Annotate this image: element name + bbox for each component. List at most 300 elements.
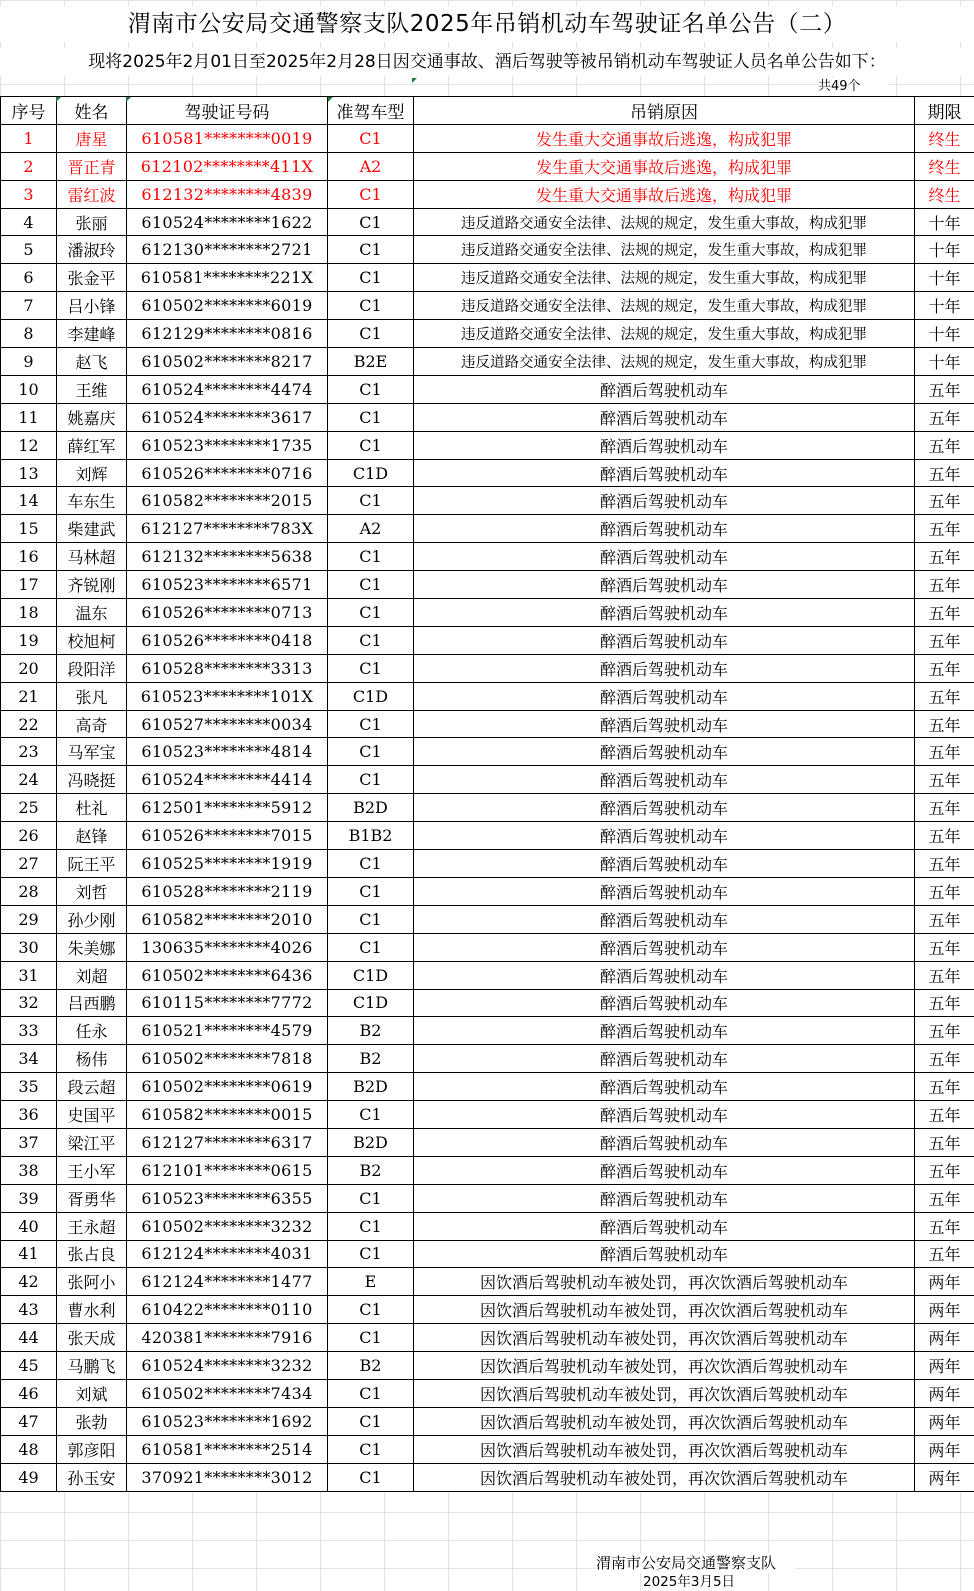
cell-reason[interactable]: 因饮酒后驾驶机动车被处罚，再次饮酒后驾驶机动车	[414, 1435, 915, 1463]
cell-no[interactable]: 18	[1, 599, 57, 627]
cell-vehicle[interactable]: C1	[328, 320, 414, 348]
cell-term[interactable]: 五年	[915, 1101, 974, 1129]
cell-license[interactable]: 610502********3232	[127, 1212, 328, 1240]
cell-vehicle[interactable]: C1D	[328, 989, 414, 1017]
cell-name[interactable]: 马军宝	[57, 738, 127, 766]
cell-vehicle[interactable]: C1	[328, 933, 414, 961]
cell-no[interactable]: 42	[1, 1268, 57, 1296]
cell-name[interactable]: 潘淑玲	[57, 236, 127, 264]
cell-no[interactable]: 3	[1, 180, 57, 208]
cell-vehicle[interactable]: C1	[328, 1212, 414, 1240]
cell-name[interactable]: 刘哲	[57, 877, 127, 905]
cell-license[interactable]: 610502********6436	[127, 961, 328, 989]
cell-name[interactable]: 柴建武	[57, 515, 127, 543]
cell-vehicle[interactable]: B2D	[328, 794, 414, 822]
cell-term[interactable]: 五年	[915, 487, 974, 515]
cell-vehicle[interactable]: C1	[328, 487, 414, 515]
cell-term[interactable]: 五年	[915, 1184, 974, 1212]
cell-license[interactable]: 610526********0418	[127, 626, 328, 654]
cell-name[interactable]: 史国平	[57, 1101, 127, 1129]
cell-no[interactable]: 4	[1, 208, 57, 236]
cell-no[interactable]: 17	[1, 571, 57, 599]
cell-term[interactable]: 五年	[915, 459, 974, 487]
cell-term[interactable]: 十年	[915, 264, 974, 292]
cell-no[interactable]: 15	[1, 515, 57, 543]
cell-license[interactable]: 612124********1477	[127, 1268, 328, 1296]
cell-vehicle[interactable]: C1	[328, 1296, 414, 1324]
cell-no[interactable]: 20	[1, 654, 57, 682]
cell-license[interactable]: 610524********3232	[127, 1352, 328, 1380]
cell-no[interactable]: 46	[1, 1379, 57, 1407]
cell-term[interactable]: 五年	[915, 654, 974, 682]
cell-no[interactable]: 35	[1, 1073, 57, 1101]
column-header-reason[interactable]: 吊销原因	[414, 97, 915, 125]
cell-term[interactable]: 两年	[915, 1463, 974, 1491]
cell-license[interactable]: 610526********0716	[127, 459, 328, 487]
cell-name[interactable]: 雷红波	[57, 180, 127, 208]
cell-term[interactable]: 五年	[915, 599, 974, 627]
cell-license[interactable]: 610524********1622	[127, 208, 328, 236]
cell-vehicle[interactable]: C1	[328, 766, 414, 794]
cell-term[interactable]: 两年	[915, 1379, 974, 1407]
cell-reason[interactable]: 醉酒后驾驶机动车	[414, 599, 915, 627]
cell-term[interactable]: 终生	[915, 180, 974, 208]
cell-term[interactable]: 五年	[915, 1073, 974, 1101]
cell-vehicle[interactable]: C1	[328, 626, 414, 654]
cell-license[interactable]: 610581********0019	[127, 124, 328, 152]
cell-no[interactable]: 29	[1, 905, 57, 933]
cell-no[interactable]: 27	[1, 850, 57, 878]
cell-name[interactable]: 王小军	[57, 1156, 127, 1184]
cell-license[interactable]: 610581********221X	[127, 264, 328, 292]
cell-vehicle[interactable]: C1	[328, 599, 414, 627]
cell-no[interactable]: 32	[1, 989, 57, 1017]
cell-license[interactable]: 610524********4474	[127, 375, 328, 403]
cell-reason[interactable]: 醉酒后驾驶机动车	[414, 543, 915, 571]
cell-reason[interactable]: 醉酒后驾驶机动车	[414, 794, 915, 822]
cell-reason[interactable]: 醉酒后驾驶机动车	[414, 1101, 915, 1129]
cell-vehicle[interactable]: A2	[328, 152, 414, 180]
cell-reason[interactable]: 醉酒后驾驶机动车	[414, 1017, 915, 1045]
cell-no[interactable]: 45	[1, 1352, 57, 1380]
cell-name[interactable]: 晋正青	[57, 152, 127, 180]
cell-reason[interactable]: 因饮酒后驾驶机动车被处罚，再次饮酒后驾驶机动车	[414, 1407, 915, 1435]
cell-license[interactable]: 612127********783X	[127, 515, 328, 543]
cell-no[interactable]: 37	[1, 1128, 57, 1156]
cell-reason[interactable]: 醉酒后驾驶机动车	[414, 822, 915, 850]
column-header-license[interactable]: 驾驶证号码	[127, 97, 328, 125]
cell-term[interactable]: 十年	[915, 292, 974, 320]
cell-name[interactable]: 孙玉安	[57, 1463, 127, 1491]
cell-license[interactable]: 610523********6355	[127, 1184, 328, 1212]
cell-term[interactable]: 五年	[915, 1128, 974, 1156]
cell-name[interactable]: 王维	[57, 375, 127, 403]
cell-name[interactable]: 胥勇华	[57, 1184, 127, 1212]
cell-term[interactable]: 五年	[915, 933, 974, 961]
cell-name[interactable]: 杜礼	[57, 794, 127, 822]
cell-license[interactable]: 610526********7015	[127, 822, 328, 850]
cell-no[interactable]: 16	[1, 543, 57, 571]
cell-name[interactable]: 任永	[57, 1017, 127, 1045]
cell-term[interactable]: 终生	[915, 152, 974, 180]
cell-license[interactable]: 610523********6571	[127, 571, 328, 599]
cell-license[interactable]: 610502********7818	[127, 1045, 328, 1073]
cell-reason[interactable]: 违反道路交通安全法律、法规的规定，发生重大事故，构成犯罪	[414, 320, 915, 348]
cell-name[interactable]: 马鹏飞	[57, 1352, 127, 1380]
cell-term[interactable]: 两年	[915, 1435, 974, 1463]
cell-license[interactable]: 610502********7434	[127, 1379, 328, 1407]
cell-name[interactable]: 温东	[57, 599, 127, 627]
cell-vehicle[interactable]: C1D	[328, 682, 414, 710]
cell-vehicle[interactable]: B2D	[328, 1128, 414, 1156]
cell-reason[interactable]: 醉酒后驾驶机动车	[414, 626, 915, 654]
cell-reason[interactable]: 醉酒后驾驶机动车	[414, 738, 915, 766]
cell-license[interactable]: 610528********3313	[127, 654, 328, 682]
cell-license[interactable]: 610523********4814	[127, 738, 328, 766]
cell-no[interactable]: 9	[1, 348, 57, 376]
cell-license[interactable]: 612124********4031	[127, 1240, 328, 1268]
cell-term[interactable]: 五年	[915, 403, 974, 431]
cell-license[interactable]: 610523********101X	[127, 682, 328, 710]
cell-license[interactable]: 612102********411X	[127, 152, 328, 180]
cell-vehicle[interactable]: C1	[328, 1240, 414, 1268]
cell-no[interactable]: 39	[1, 1184, 57, 1212]
cell-reason[interactable]: 醉酒后驾驶机动车	[414, 515, 915, 543]
cell-name[interactable]: 赵锋	[57, 822, 127, 850]
cell-no[interactable]: 23	[1, 738, 57, 766]
cell-name[interactable]: 王永超	[57, 1212, 127, 1240]
cell-reason[interactable]: 醉酒后驾驶机动车	[414, 459, 915, 487]
cell-reason[interactable]: 醉酒后驾驶机动车	[414, 571, 915, 599]
cell-license[interactable]: 610115********7772	[127, 989, 328, 1017]
cell-name[interactable]: 张凡	[57, 682, 127, 710]
cell-vehicle[interactable]: C1	[328, 124, 414, 152]
cell-license[interactable]: 612101********0615	[127, 1156, 328, 1184]
cell-reason[interactable]: 违反道路交通安全法律、法规的规定，发生重大事故，构成犯罪	[414, 208, 915, 236]
cell-no[interactable]: 7	[1, 292, 57, 320]
cell-term[interactable]: 五年	[915, 738, 974, 766]
cell-no[interactable]: 10	[1, 375, 57, 403]
cell-name[interactable]: 杨伟	[57, 1045, 127, 1073]
cell-reason[interactable]: 醉酒后驾驶机动车	[414, 905, 915, 933]
column-header-no[interactable]: 序号	[1, 97, 57, 125]
cell-vehicle[interactable]: C1	[328, 403, 414, 431]
cell-vehicle[interactable]: C1	[328, 1379, 414, 1407]
cell-term[interactable]: 两年	[915, 1324, 974, 1352]
cell-reason[interactable]: 因饮酒后驾驶机动车被处罚，再次饮酒后驾驶机动车	[414, 1352, 915, 1380]
cell-vehicle[interactable]: B2E	[328, 348, 414, 376]
cell-no[interactable]: 33	[1, 1017, 57, 1045]
cell-vehicle[interactable]: C1	[328, 571, 414, 599]
cell-vehicle[interactable]: C1	[328, 208, 414, 236]
cell-no[interactable]: 28	[1, 877, 57, 905]
cell-license[interactable]: 370921********3012	[127, 1463, 328, 1491]
cell-no[interactable]: 2	[1, 152, 57, 180]
cell-vehicle[interactable]: E	[328, 1268, 414, 1296]
cell-license[interactable]: 610523********1735	[127, 431, 328, 459]
cell-term[interactable]: 两年	[915, 1407, 974, 1435]
cell-name[interactable]: 张勃	[57, 1407, 127, 1435]
cell-reason[interactable]: 醉酒后驾驶机动车	[414, 1128, 915, 1156]
cell-no[interactable]: 41	[1, 1240, 57, 1268]
cell-license[interactable]: 610525********1919	[127, 850, 328, 878]
cell-license[interactable]: 610524********4414	[127, 766, 328, 794]
cell-license[interactable]: 612132********4839	[127, 180, 328, 208]
cell-name[interactable]: 车东生	[57, 487, 127, 515]
cell-reason[interactable]: 违反道路交通安全法律、法规的规定，发生重大事故，构成犯罪	[414, 236, 915, 264]
cell-vehicle[interactable]: B2D	[328, 1073, 414, 1101]
column-header-vehicle[interactable]: 准驾车型	[328, 97, 414, 125]
cell-term[interactable]: 五年	[915, 1240, 974, 1268]
cell-term[interactable]: 五年	[915, 1017, 974, 1045]
cell-license[interactable]: 610502********8217	[127, 348, 328, 376]
cell-reason[interactable]: 醉酒后驾驶机动车	[414, 1073, 915, 1101]
cell-no[interactable]: 19	[1, 626, 57, 654]
cell-reason[interactable]: 醉酒后驾驶机动车	[414, 431, 915, 459]
cell-license[interactable]: 130635********4026	[127, 933, 328, 961]
cell-term[interactable]: 十年	[915, 208, 974, 236]
cell-vehicle[interactable]: C1D	[328, 459, 414, 487]
cell-reason[interactable]: 醉酒后驾驶机动车	[414, 1045, 915, 1073]
cell-name[interactable]: 孙少刚	[57, 905, 127, 933]
cell-no[interactable]: 8	[1, 320, 57, 348]
cell-term[interactable]: 五年	[915, 877, 974, 905]
cell-license[interactable]: 610526********0713	[127, 599, 328, 627]
cell-vehicle[interactable]: C1	[328, 905, 414, 933]
cell-license[interactable]: 610582********2015	[127, 487, 328, 515]
cell-vehicle[interactable]: C1	[328, 1463, 414, 1491]
cell-no[interactable]: 38	[1, 1156, 57, 1184]
cell-vehicle[interactable]: C1	[328, 431, 414, 459]
cell-reason[interactable]: 醉酒后驾驶机动车	[414, 403, 915, 431]
cell-term[interactable]: 五年	[915, 989, 974, 1017]
cell-reason[interactable]: 醉酒后驾驶机动车	[414, 1156, 915, 1184]
cell-term[interactable]: 五年	[915, 1212, 974, 1240]
cell-name[interactable]: 阮王平	[57, 850, 127, 878]
cell-name[interactable]: 刘辉	[57, 459, 127, 487]
cell-license[interactable]: 610502********6019	[127, 292, 328, 320]
cell-term[interactable]: 五年	[915, 794, 974, 822]
cell-no[interactable]: 1	[1, 124, 57, 152]
cell-license[interactable]: 612127********6317	[127, 1128, 328, 1156]
cell-vehicle[interactable]: C1D	[328, 961, 414, 989]
cell-vehicle[interactable]: C1	[328, 1184, 414, 1212]
cell-reason[interactable]: 醉酒后驾驶机动车	[414, 710, 915, 738]
cell-name[interactable]: 张丽	[57, 208, 127, 236]
cell-reason[interactable]: 发生重大交通事故后逃逸，构成犯罪	[414, 124, 915, 152]
cell-vehicle[interactable]: C1	[328, 1101, 414, 1129]
cell-license[interactable]: 612129********0816	[127, 320, 328, 348]
cell-no[interactable]: 40	[1, 1212, 57, 1240]
cell-term[interactable]: 五年	[915, 375, 974, 403]
cell-license[interactable]: 612132********5638	[127, 543, 328, 571]
cell-no[interactable]: 47	[1, 1407, 57, 1435]
cell-no[interactable]: 34	[1, 1045, 57, 1073]
cell-vehicle[interactable]: C1	[328, 236, 414, 264]
cell-term[interactable]: 五年	[915, 766, 974, 794]
cell-no[interactable]: 6	[1, 264, 57, 292]
cell-reason[interactable]: 醉酒后驾驶机动车	[414, 1212, 915, 1240]
cell-license[interactable]: 610527********0034	[127, 710, 328, 738]
cell-reason[interactable]: 因饮酒后驾驶机动车被处罚，再次饮酒后驾驶机动车	[414, 1324, 915, 1352]
cell-reason[interactable]: 醉酒后驾驶机动车	[414, 1184, 915, 1212]
cell-reason[interactable]: 醉酒后驾驶机动车	[414, 682, 915, 710]
cell-reason[interactable]: 因饮酒后驾驶机动车被处罚，再次饮酒后驾驶机动车	[414, 1296, 915, 1324]
cell-vehicle[interactable]: C1	[328, 1324, 414, 1352]
cell-license[interactable]: 420381********7916	[127, 1324, 328, 1352]
cell-vehicle[interactable]: A2	[328, 515, 414, 543]
cell-name[interactable]: 梁江平	[57, 1128, 127, 1156]
cell-no[interactable]: 24	[1, 766, 57, 794]
cell-name[interactable]: 高奇	[57, 710, 127, 738]
cell-no[interactable]: 12	[1, 431, 57, 459]
cell-name[interactable]: 张阿小	[57, 1268, 127, 1296]
cell-reason[interactable]: 违反道路交通安全法律、法规的规定，发生重大事故，构成犯罪	[414, 348, 915, 376]
cell-reason[interactable]: 醉酒后驾驶机动车	[414, 487, 915, 515]
cell-name[interactable]: 刘超	[57, 961, 127, 989]
cell-no[interactable]: 25	[1, 794, 57, 822]
cell-vehicle[interactable]: C1	[328, 543, 414, 571]
cell-name[interactable]: 唐星	[57, 124, 127, 152]
cell-vehicle[interactable]: B2	[328, 1017, 414, 1045]
cell-license[interactable]: 610524********3617	[127, 403, 328, 431]
cell-vehicle[interactable]: C1	[328, 654, 414, 682]
cell-reason[interactable]: 发生重大交通事故后逃逸，构成犯罪	[414, 152, 915, 180]
cell-vehicle[interactable]: C1	[328, 180, 414, 208]
cell-name[interactable]: 曹水利	[57, 1296, 127, 1324]
cell-name[interactable]: 马林超	[57, 543, 127, 571]
cell-term[interactable]: 两年	[915, 1352, 974, 1380]
cell-no[interactable]: 5	[1, 236, 57, 264]
cell-vehicle[interactable]: C1	[328, 1435, 414, 1463]
cell-term[interactable]: 两年	[915, 1296, 974, 1324]
cell-reason[interactable]: 发生重大交通事故后逃逸，构成犯罪	[414, 180, 915, 208]
cell-name[interactable]: 段云超	[57, 1073, 127, 1101]
cell-term[interactable]: 五年	[915, 571, 974, 599]
cell-vehicle[interactable]: C1	[328, 1407, 414, 1435]
cell-reason[interactable]: 醉酒后驾驶机动车	[414, 850, 915, 878]
cell-name[interactable]: 张天成	[57, 1324, 127, 1352]
cell-name[interactable]: 段阳洋	[57, 654, 127, 682]
cell-no[interactable]: 36	[1, 1101, 57, 1129]
cell-term[interactable]: 十年	[915, 320, 974, 348]
cell-license[interactable]: 610521********4579	[127, 1017, 328, 1045]
cell-reason[interactable]: 因饮酒后驾驶机动车被处罚，再次饮酒后驾驶机动车	[414, 1463, 915, 1491]
cell-name[interactable]: 朱美娜	[57, 933, 127, 961]
cell-no[interactable]: 48	[1, 1435, 57, 1463]
cell-vehicle[interactable]: C1	[328, 877, 414, 905]
cell-term[interactable]: 两年	[915, 1268, 974, 1296]
cell-license[interactable]: 612501********5912	[127, 794, 328, 822]
cell-term[interactable]: 五年	[915, 710, 974, 738]
cell-name[interactable]: 薛红军	[57, 431, 127, 459]
cell-license[interactable]: 610528********2119	[127, 877, 328, 905]
cell-license[interactable]: 610582********0015	[127, 1101, 328, 1129]
cell-reason[interactable]: 醉酒后驾驶机动车	[414, 654, 915, 682]
cell-name[interactable]: 姚嘉庆	[57, 403, 127, 431]
cell-vehicle[interactable]: C1	[328, 264, 414, 292]
cell-no[interactable]: 49	[1, 1463, 57, 1491]
cell-term[interactable]: 五年	[915, 682, 974, 710]
cell-no[interactable]: 44	[1, 1324, 57, 1352]
cell-no[interactable]: 43	[1, 1296, 57, 1324]
cell-no[interactable]: 11	[1, 403, 57, 431]
cell-reason[interactable]: 因饮酒后驾驶机动车被处罚，再次饮酒后驾驶机动车	[414, 1268, 915, 1296]
cell-vehicle[interactable]: C1	[328, 850, 414, 878]
column-header-name[interactable]: 姓名	[57, 97, 127, 125]
cell-name[interactable]: 吕小锋	[57, 292, 127, 320]
cell-reason[interactable]: 醉酒后驾驶机动车	[414, 961, 915, 989]
cell-name[interactable]: 张占良	[57, 1240, 127, 1268]
cell-vehicle[interactable]: C1	[328, 375, 414, 403]
cell-name[interactable]: 刘斌	[57, 1379, 127, 1407]
cell-vehicle[interactable]: C1	[328, 738, 414, 766]
cell-license[interactable]: 610502********0619	[127, 1073, 328, 1101]
cell-no[interactable]: 31	[1, 961, 57, 989]
cell-term[interactable]: 五年	[915, 850, 974, 878]
cell-reason[interactable]: 违反道路交通安全法律、法规的规定，发生重大事故，构成犯罪	[414, 264, 915, 292]
cell-vehicle[interactable]: C1	[328, 292, 414, 320]
cell-reason[interactable]: 醉酒后驾驶机动车	[414, 766, 915, 794]
cell-no[interactable]: 30	[1, 933, 57, 961]
cell-no[interactable]: 21	[1, 682, 57, 710]
cell-reason[interactable]: 因饮酒后驾驶机动车被处罚，再次饮酒后驾驶机动车	[414, 1379, 915, 1407]
cell-term[interactable]: 五年	[915, 515, 974, 543]
cell-name[interactable]: 齐锐刚	[57, 571, 127, 599]
cell-term[interactable]: 五年	[915, 543, 974, 571]
cell-term[interactable]: 五年	[915, 626, 974, 654]
cell-vehicle[interactable]: C1	[328, 710, 414, 738]
cell-no[interactable]: 13	[1, 459, 57, 487]
cell-name[interactable]: 张金平	[57, 264, 127, 292]
cell-term[interactable]: 五年	[915, 822, 974, 850]
cell-vehicle[interactable]: B1B2	[328, 822, 414, 850]
cell-term[interactable]: 五年	[915, 961, 974, 989]
cell-term[interactable]: 五年	[915, 1045, 974, 1073]
cell-reason[interactable]: 醉酒后驾驶机动车	[414, 1240, 915, 1268]
cell-no[interactable]: 14	[1, 487, 57, 515]
cell-name[interactable]: 吕西鹏	[57, 989, 127, 1017]
cell-vehicle[interactable]: B2	[328, 1352, 414, 1380]
cell-no[interactable]: 26	[1, 822, 57, 850]
cell-reason[interactable]: 醉酒后驾驶机动车	[414, 375, 915, 403]
cell-vehicle[interactable]: B2	[328, 1045, 414, 1073]
cell-name[interactable]: 李建峰	[57, 320, 127, 348]
cell-reason[interactable]: 醉酒后驾驶机动车	[414, 877, 915, 905]
cell-reason[interactable]: 醉酒后驾驶机动车	[414, 933, 915, 961]
cell-term[interactable]: 十年	[915, 236, 974, 264]
cell-term[interactable]: 五年	[915, 1156, 974, 1184]
cell-term[interactable]: 五年	[915, 905, 974, 933]
cell-license[interactable]: 610582********2010	[127, 905, 328, 933]
cell-term[interactable]: 十年	[915, 348, 974, 376]
cell-license[interactable]: 610422********0110	[127, 1296, 328, 1324]
cell-vehicle[interactable]: B2	[328, 1156, 414, 1184]
cell-name[interactable]: 郭彦阳	[57, 1435, 127, 1463]
cell-term[interactable]: 终生	[915, 124, 974, 152]
cell-license[interactable]: 612130********2721	[127, 236, 328, 264]
cell-reason[interactable]: 违反道路交通安全法律、法规的规定，发生重大事故，构成犯罪	[414, 292, 915, 320]
cell-license[interactable]: 610581********2514	[127, 1435, 328, 1463]
cell-license[interactable]: 610523********1692	[127, 1407, 328, 1435]
cell-name[interactable]: 冯晓挺	[57, 766, 127, 794]
cell-term[interactable]: 五年	[915, 431, 974, 459]
cell-name[interactable]: 赵飞	[57, 348, 127, 376]
column-header-term[interactable]: 期限	[915, 97, 974, 125]
cell-name[interactable]: 校旭柯	[57, 626, 127, 654]
cell-no[interactable]: 22	[1, 710, 57, 738]
cell-reason[interactable]: 醉酒后驾驶机动车	[414, 989, 915, 1017]
